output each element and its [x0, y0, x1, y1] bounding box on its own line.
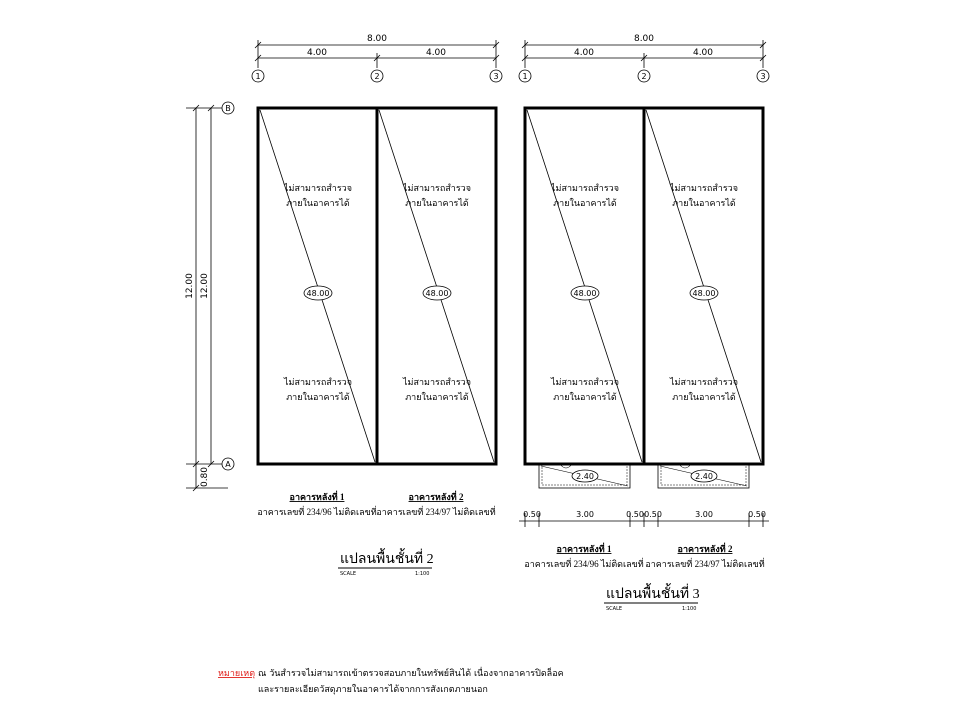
- area-label: 48.00: [425, 289, 449, 298]
- room-note: ไม่สามารถสำรวจ: [551, 184, 619, 194]
- room-note: ภายในอาคารได้: [286, 199, 350, 209]
- svg-text:A: A: [225, 460, 231, 469]
- balcony-mid-dim: 3.00: [576, 510, 594, 519]
- svg-text:2: 2: [641, 72, 647, 81]
- bay-width-label: 4.00: [425, 48, 447, 58]
- balcony-side-dim: 0.50: [626, 510, 644, 519]
- building-title: อาคารหลังที่ 1: [289, 492, 345, 502]
- balcony-side-dim: 0.50: [748, 510, 766, 519]
- remark-block: [218, 666, 564, 695]
- remark-label: หมายเหตุ: [218, 669, 256, 679]
- room-note: ภายในอาคารได้: [286, 393, 350, 403]
- balcony-area-label: 2.40: [576, 472, 594, 481]
- balcony-side-dim: 0.50: [644, 510, 662, 519]
- svg-text:1: 1: [255, 72, 261, 81]
- svg-text:3: 3: [493, 72, 499, 81]
- plan-title: แปลนพื้นชั้นที่ 2: [340, 552, 434, 567]
- overall-width-label: 8.00: [366, 34, 388, 44]
- scale-value: 1:100: [415, 571, 430, 577]
- room-note: ไม่สามารถสำรวจ: [403, 184, 471, 194]
- room-note: ไม่สามารถสำรวจ: [551, 378, 619, 388]
- svg-text:3: 3: [760, 72, 766, 81]
- overall-width-label: 8.00: [633, 34, 655, 44]
- plan-floor-3: [519, 34, 769, 612]
- scale-value: 1:100: [682, 606, 697, 612]
- area-label: 48.00: [692, 289, 716, 298]
- room-outline: [258, 108, 496, 464]
- room-note: ภายในอาคารได้: [405, 393, 469, 403]
- grid-bubble-a: [222, 458, 234, 470]
- room-note: ไม่สามารถสำรวจ: [284, 378, 352, 388]
- scale-label: SCALE: [340, 571, 357, 577]
- top-dimension-chain: [522, 40, 766, 68]
- building-title: อาคารหลังที่ 2: [677, 544, 733, 554]
- building-subtitle: อาคารเลขที่ 234/96 ไม่ติดเลขที่: [257, 507, 377, 517]
- grid-bubble-b: [222, 102, 234, 114]
- plan-title: แปลนพื้นชั้นที่ 3: [606, 587, 700, 602]
- bay-width-label: 4.00: [306, 48, 328, 58]
- scale-label: SCALE: [606, 606, 623, 612]
- remark-line-2: และรายละเอียดวัสดุภายในอาคารได้จากการสังเกตภายนอก: [258, 685, 488, 695]
- top-dimension-chain: [255, 40, 499, 68]
- room-note: ภายในอาคารได้: [553, 393, 617, 403]
- building-subtitle: อาคารเลขที่ 234/97 ไม่ติดเลขที่: [645, 559, 765, 569]
- svg-text:1: 1: [522, 72, 528, 81]
- grid-bubble-3: [757, 70, 769, 82]
- grid-bubble-2: [371, 70, 383, 82]
- balcony-mid-dim: 3.00: [695, 510, 713, 519]
- grid-bubble-3: [490, 70, 502, 82]
- room-note: ไม่สามารถสำรวจ: [403, 378, 471, 388]
- room-note: ไม่สามารถสำรวจ: [284, 184, 352, 194]
- bay-width-label: 4.00: [573, 48, 595, 58]
- depth-label: 12.00: [185, 273, 195, 299]
- balcony: [539, 464, 749, 488]
- room-note: ไม่สามารถสำรวจ: [670, 378, 738, 388]
- room-note: ภายในอาคารได้: [672, 199, 736, 209]
- setback-label: 0.80: [200, 466, 210, 488]
- room-note: ภายในอาคารได้: [672, 393, 736, 403]
- room-note: ภายในอาคารได้: [405, 199, 469, 209]
- plan-floor-2: [185, 34, 502, 577]
- balcony-area-label: 2.40: [695, 472, 713, 481]
- grid-bubble-2: [638, 70, 650, 82]
- svg-text:B: B: [225, 104, 231, 113]
- grid-bubble-1: [252, 70, 264, 82]
- room-outline: [525, 108, 763, 464]
- room-note: ไม่สามารถสำรวจ: [670, 184, 738, 194]
- building-title: อาคารหลังที่ 2: [408, 492, 464, 502]
- building-subtitle: อาคารเลขที่ 234/96 ไม่ติดเลขที่: [524, 559, 644, 569]
- depth-label: 12.00: [200, 273, 210, 299]
- area-label: 48.00: [573, 289, 597, 298]
- svg-text:2: 2: [374, 72, 380, 81]
- remark-line-1: ณ วันสำรวจไม่สามารถเข้าตรวจสอบภายในทรัพย์สินได้ เนื่องจากอาคารปิดล็อค: [258, 669, 564, 679]
- balcony-side-dim: 0.50: [523, 510, 541, 519]
- building-subtitle: อาคารเลขที่ 234/97 ไม่ติดเลขที่: [376, 507, 496, 517]
- grid-bubble-1: [519, 70, 531, 82]
- bay-width-label: 4.00: [692, 48, 714, 58]
- room-note: ภายในอาคารได้: [553, 199, 617, 209]
- building-title: อาคารหลังที่ 1: [556, 544, 612, 554]
- area-label: 48.00: [306, 289, 330, 298]
